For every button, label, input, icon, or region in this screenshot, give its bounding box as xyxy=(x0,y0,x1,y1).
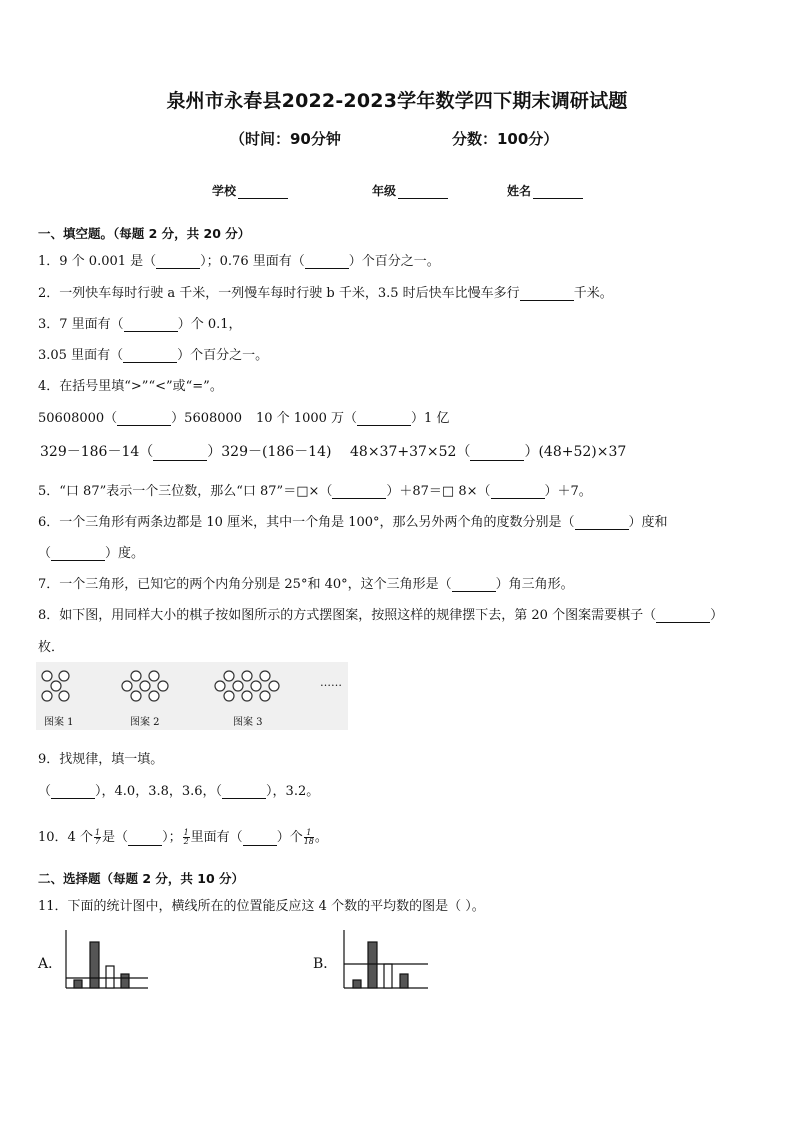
chess-piece xyxy=(122,681,132,691)
chess-piece xyxy=(260,671,270,681)
question-4-row-2a: 329－186－14（ ）329－(186－14) xyxy=(40,444,332,460)
option-a-label[interactable]: A． xyxy=(38,956,63,972)
school-field[interactable]: 学校 xyxy=(212,182,288,199)
question-10: 10．4 个 $\frac{1}{7}$ 是（ ）； $\frac{1}{2}$ 里面有（ ）个 $\frac{1}{18}$ 。 xyxy=(38,828,328,846)
chess-piece xyxy=(140,681,150,691)
chess-piece xyxy=(158,681,168,691)
question-3b: 3.05 里面有（ ）个百分之一。 xyxy=(38,348,269,363)
option-a-bar-chart[interactable] xyxy=(60,928,150,992)
fraction-one-seventh: $\frac{1}{7}$ xyxy=(94,828,101,846)
chess-piece xyxy=(131,671,141,681)
chess-piece xyxy=(51,681,61,691)
chess-piece xyxy=(59,691,69,701)
chess-piece xyxy=(59,671,69,681)
chess-pattern-svg xyxy=(36,662,348,730)
bar xyxy=(74,980,82,988)
fraction-one-half: $\frac{1}{2}$ xyxy=(183,828,189,846)
chess-piece xyxy=(42,671,52,681)
bar xyxy=(400,974,408,988)
bar xyxy=(353,980,361,988)
pattern-label-3: 图案 3 xyxy=(233,717,263,728)
score-label: 分数：100分） xyxy=(452,130,559,148)
chess-piece xyxy=(233,681,243,691)
question-6: 6．一个三角形有两条边都是 10 厘米，其中一个角是 100°，那么另外两个角的度数分别是（ ）度和 xyxy=(38,515,668,530)
fraction-one-eighteenth: $\frac{1}{18}$ xyxy=(303,828,314,846)
bar xyxy=(368,942,377,988)
name-field[interactable]: 姓名 xyxy=(507,182,583,199)
question-2: 2．一列快车每时行驶 a 千米，一列慢车每时行驶 b 千米，3.5 时后快车比慢车多行 千米。 xyxy=(38,286,613,301)
chess-piece xyxy=(269,681,279,691)
question-1: 1．9 个 0.001 是（ ）；0.76 里面有（ ）个百分之一。 xyxy=(38,254,440,269)
option-b-bar-chart[interactable] xyxy=(338,928,430,992)
chess-piece xyxy=(224,691,234,701)
bar xyxy=(90,942,99,988)
question-4-row-1a: 50608000（ ）5608000 xyxy=(38,411,243,426)
exam-title: 泉州市永春县2022-2023学年数学四下期末调研试题 xyxy=(166,90,628,112)
bar xyxy=(106,966,114,988)
question-7: 7．一个三角形，已知它的两个内角分别是 25°和 40°，这个三角形是（ ）角三角形。 xyxy=(38,577,574,592)
chess-piece xyxy=(131,691,141,701)
option-b-label[interactable]: B． xyxy=(313,956,338,972)
section-2-heading: 二、选择题（每题 2 分，共 10 分） xyxy=(38,871,245,886)
chess-piece xyxy=(260,691,270,701)
chess-piece xyxy=(251,681,261,691)
pattern-label-2: 图案 2 xyxy=(130,717,160,728)
chess-piece xyxy=(224,671,234,681)
question-4-row-1b: 10 个 1000 万（ ）1 亿 xyxy=(256,411,450,426)
chess-piece xyxy=(42,691,52,701)
bar xyxy=(384,964,392,988)
question-8: 8．如下图，用同样大小的棋子按如图所示的方式摆图案，按照这样的规律摆下去，第 20 个图案需要棋子（ ） xyxy=(38,608,724,623)
bar xyxy=(121,974,129,988)
grade-field[interactable]: 年级 xyxy=(372,182,448,199)
question-6-continued: （ ）度。 xyxy=(38,546,145,561)
pattern-ellipsis: …… xyxy=(320,676,342,689)
question-4: 4．在括号里填“>”“<”或“=”。 xyxy=(38,379,223,394)
section-1-heading: 一、填空题。（每题 2 分，共 20 分） xyxy=(38,226,251,241)
pattern-label-1: 图案 1 xyxy=(44,717,74,728)
question-11: 11．下面的统计图中，横线所在的位置能反应这 4 个数的平均数的图是（ ）。 xyxy=(38,899,485,914)
question-5: 5．“口 87”表示一个三位数，那么“口 87”＝□×（ ）＋87＝□ 8×（ ）＋7。 xyxy=(38,484,592,499)
chess-piece xyxy=(149,671,159,681)
chess-piece xyxy=(242,691,252,701)
question-9: 9．找规律，填一填。 xyxy=(38,752,164,767)
chess-piece xyxy=(215,681,225,691)
chess-piece xyxy=(242,671,252,681)
chess-piece xyxy=(149,691,159,701)
chess-pattern-figure xyxy=(36,662,348,730)
question-8-continued: 枚． xyxy=(38,640,65,655)
question-3a: 3．7 里面有（ ）个 0.1， xyxy=(38,317,242,332)
question-9-sequence: （ ），4.0，3.8，3.6，（ ），3.2。 xyxy=(38,784,320,799)
time-label: （时间：90分钟 xyxy=(230,130,341,148)
question-4-row-2b: 48×37+37×52（ ）(48+52)×37 xyxy=(350,444,627,460)
